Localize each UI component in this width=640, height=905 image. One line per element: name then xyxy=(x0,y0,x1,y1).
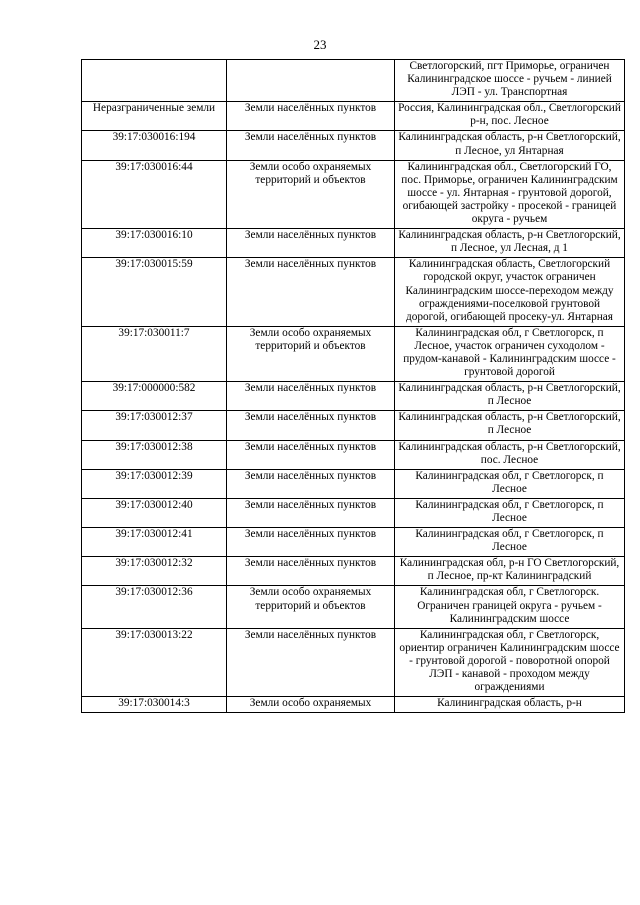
table-row xyxy=(82,131,625,160)
cadastral-number-cell: 39:17:030015:59 xyxy=(82,258,227,326)
table-row xyxy=(82,229,625,258)
table-row xyxy=(82,60,625,102)
cadastral-number-cell: 39:17:030012:41 xyxy=(82,528,227,557)
land-category-cell: Земли особо охраняемых территорий и объектов xyxy=(227,160,395,228)
table-row xyxy=(82,411,625,440)
table-row xyxy=(82,440,625,469)
page-number: 23 xyxy=(313,37,327,52)
cadastral-number-cell: 39:17:030012:37 xyxy=(82,411,227,440)
table-row xyxy=(82,557,625,586)
location-cell: Калининградская область, р-н Светлогорский, п Лесное, ул Лесная, д 1 xyxy=(395,229,625,258)
land-category-cell: Земли населённых пунктов xyxy=(227,628,395,696)
location-cell: Калининградская обл, г Светлогорск, п Лесное xyxy=(395,469,625,498)
cadastral-number-cell: 39:17:030012:36 xyxy=(82,586,227,628)
cadastral-number-cell: 39:17:030013:22 xyxy=(82,628,227,696)
cadastral-number-cell: 39:17:030016:194 xyxy=(82,131,227,160)
location-cell: Калининградская обл, г Светлогорск, п Лесное, участок ограничен суходолом - прудом-канавой - Калининградским шоссе - грунтовой дорогой xyxy=(395,326,625,381)
land-category-cell: Земли населённых пунктов xyxy=(227,382,395,411)
table-row xyxy=(82,469,625,498)
location-cell: Калининградская область, р-н xyxy=(395,697,625,713)
land-plots-table xyxy=(81,59,625,713)
cadastral-number-cell: Неразграниченные земли xyxy=(82,102,227,131)
table-row xyxy=(82,326,625,381)
table-row xyxy=(82,528,625,557)
location-cell: Калининградская область, р-н Светлогорский, п Лесное, ул Янтарная xyxy=(395,131,625,160)
location-cell: Калининградская обл, г Светлогорск, п Лесное xyxy=(395,498,625,527)
cadastral-number-cell: 39:17:030016:10 xyxy=(82,229,227,258)
land-category-cell xyxy=(227,60,395,102)
location-cell: Светлогорский, пгт Приморье, ограничен Калининградское шоссе - ручьем - линией ЛЭП - ул. Транспортная xyxy=(395,60,625,102)
land-category-cell: Земли населённых пунктов xyxy=(227,411,395,440)
location-cell: Калининградская область, Светлогорский городской округ, участок ограничен Калининградским шоссе-переходом между ограждениями-поселковой грунтовой дорогой, огибающей просеку-ул. Янтарная xyxy=(395,258,625,326)
location-cell: Калининградская область, р-н Светлогорский, п Лесное xyxy=(395,382,625,411)
table-row xyxy=(82,498,625,527)
land-category-cell: Земли населённых пунктов xyxy=(227,498,395,527)
location-cell: Калининградская обл, г Светлогорск. Ограничен границей округа - ручьем - Калининградским шоссе xyxy=(395,586,625,628)
table-row xyxy=(82,586,625,628)
location-cell: Калининградская обл., Светлогорский ГО, пос. Приморье, ограничен Калининградским шоссе - ул. Янтарная - грунтовой дорогой, огибающей застройку - просекой - границей округа - ручьем xyxy=(395,160,625,228)
location-cell: Калининградская область, р-н Светлогорский, пос. Лесное xyxy=(395,440,625,469)
location-cell: Калининградская обл, г Светлогорск, п Лесное xyxy=(395,528,625,557)
cadastral-number-cell: 39:17:030012:39 xyxy=(82,469,227,498)
land-category-cell: Земли населённых пунктов xyxy=(227,102,395,131)
land-category-cell: Земли населённых пунктов xyxy=(227,258,395,326)
cadastral-number-cell: 39:17:030014:3 xyxy=(82,697,227,713)
location-cell: Россия, Калининградская обл., Светлогорский р-н, пос. Лесное xyxy=(395,102,625,131)
land-category-cell: Земли населённых пунктов xyxy=(227,557,395,586)
table-row xyxy=(82,697,625,713)
cadastral-number-cell: 39:17:030012:38 xyxy=(82,440,227,469)
land-category-cell: Земли особо охраняемых территорий и объектов xyxy=(227,586,395,628)
table-row xyxy=(82,102,625,131)
location-cell: Калининградская обл, г Светлогорск, ориентир ограничен Калининградским шоссе - грунтовой дорогой - поворотной опорой ЛЭП - канавой - проходом между ограждениями xyxy=(395,628,625,696)
land-category-cell: Земли особо охраняемых территорий и объектов xyxy=(227,326,395,381)
land-category-cell: Земли населённых пунктов xyxy=(227,469,395,498)
table-row xyxy=(82,382,625,411)
table-row xyxy=(82,628,625,696)
cadastral-number-cell: 39:17:000000:582 xyxy=(82,382,227,411)
table-row xyxy=(82,258,625,326)
location-cell: Калининградская обл, р-н ГО Светлогорский, п Лесное, пр-кт Калининградский xyxy=(395,557,625,586)
cadastral-number-cell: 39:17:030016:44 xyxy=(82,160,227,228)
land-category-cell: Земли особо охраняемых xyxy=(227,697,395,713)
land-category-cell: Земли населённых пунктов xyxy=(227,528,395,557)
table-row xyxy=(82,160,625,228)
location-cell: Калининградская область, р-н Светлогорский, п Лесное xyxy=(395,411,625,440)
cadastral-number-cell: 39:17:030012:40 xyxy=(82,498,227,527)
cadastral-number-cell: 39:17:030012:32 xyxy=(82,557,227,586)
cadastral-number-cell xyxy=(82,60,227,102)
land-category-cell: Земли населённых пунктов xyxy=(227,131,395,160)
land-category-cell: Земли населённых пунктов xyxy=(227,229,395,258)
cadastral-number-cell: 39:17:030011:7 xyxy=(82,326,227,381)
land-category-cell: Земли населённых пунктов xyxy=(227,440,395,469)
